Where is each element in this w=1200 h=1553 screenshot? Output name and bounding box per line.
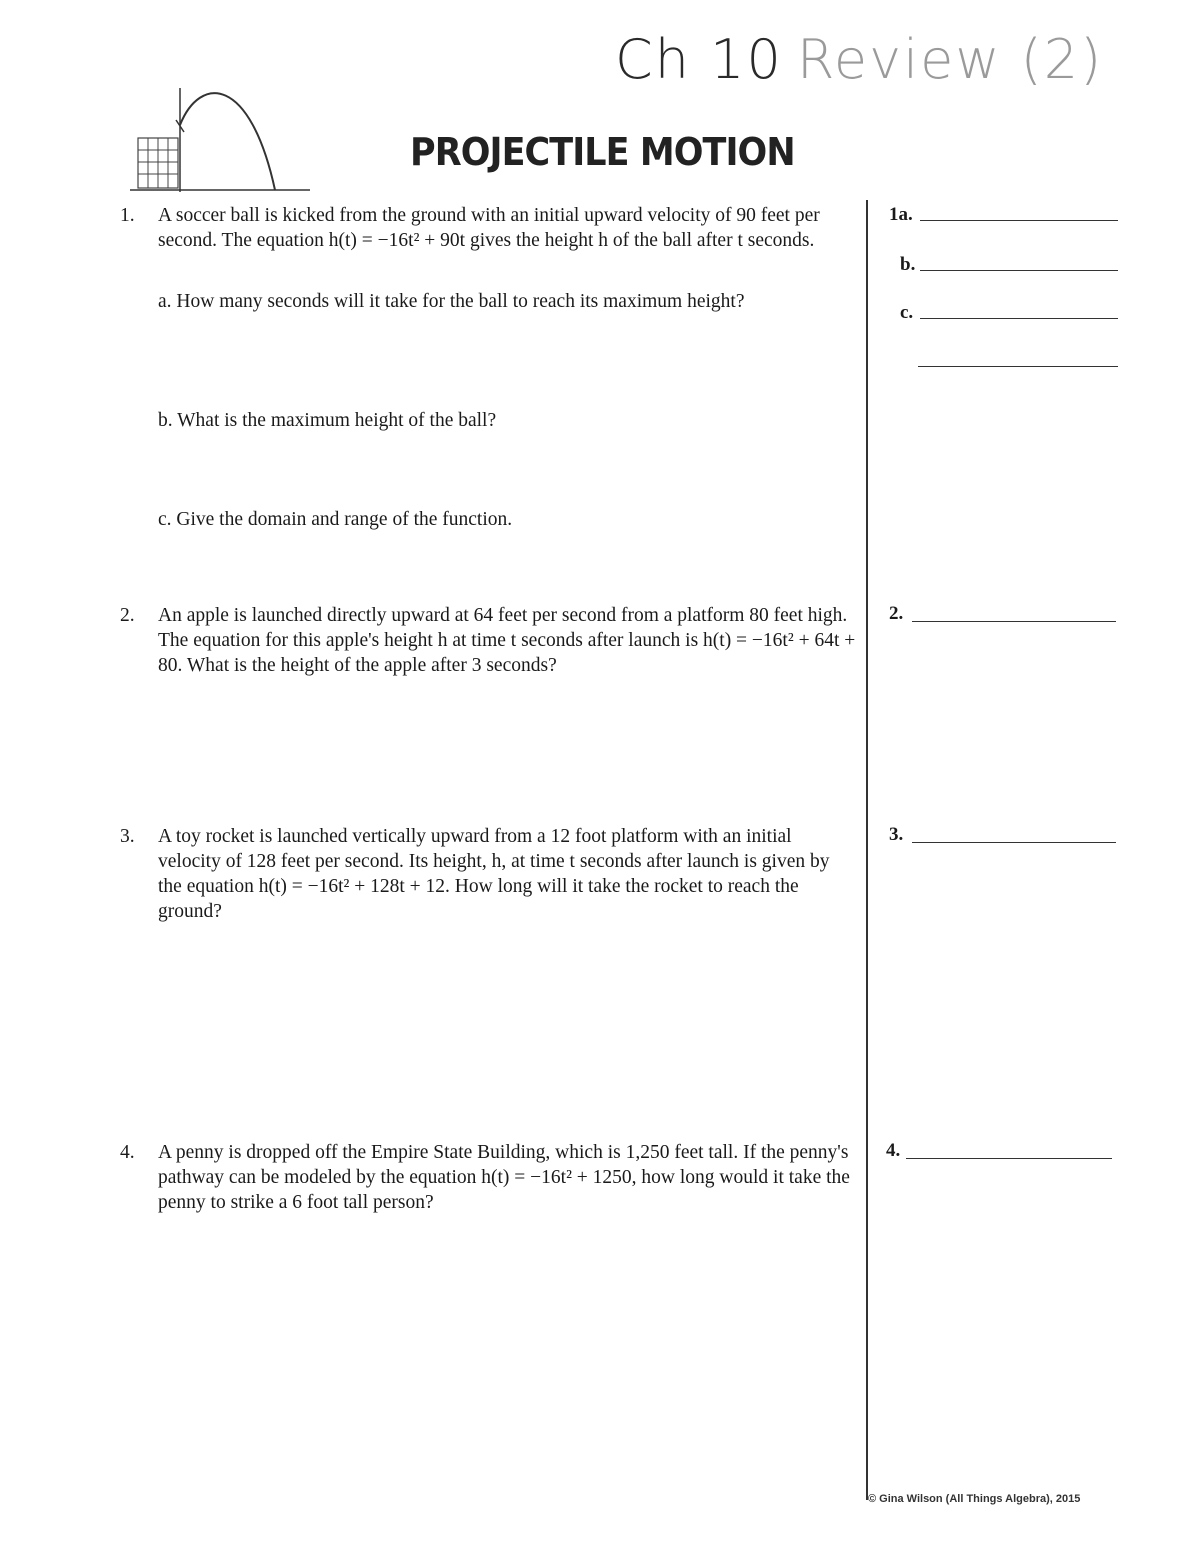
question-text: An apple is launched directly upward at 64 feet per second from a platform 80 feet high. The equation for this apple's height h at time t seconds after launch is h(t) = −16t² + 64t + 80. What is the height of the apple after 3 seconds? bbox=[158, 605, 856, 676]
answer-1c bbox=[900, 302, 913, 324]
answer-3 bbox=[889, 824, 903, 846]
question-number: 4. bbox=[120, 1142, 135, 1163]
page-title: PROJECTILE MOTION bbox=[410, 130, 795, 174]
part-label: b. bbox=[158, 410, 173, 431]
part-text: What is the maximum height of the ball? bbox=[177, 410, 497, 431]
question-1a bbox=[158, 289, 858, 314]
handwritten-chapter: Ch 10 bbox=[615, 28, 783, 91]
answer-1a bbox=[889, 204, 913, 226]
handwritten-review: Review (2) bbox=[796, 28, 1104, 91]
answer-1b bbox=[900, 254, 915, 276]
projectile-illustration bbox=[120, 80, 320, 200]
answer-4 bbox=[886, 1140, 900, 1162]
part-label: c. bbox=[158, 509, 172, 530]
answer-label: b. bbox=[900, 254, 916, 275]
answer-label: c. bbox=[900, 302, 914, 323]
copyright-footer: © Gina Wilson (All Things Algebra), 2015 bbox=[868, 1493, 1081, 1505]
question-number: 3. bbox=[120, 826, 135, 847]
answer-label: 2. bbox=[889, 603, 904, 624]
answer-label: 4. bbox=[886, 1140, 901, 1161]
part-label: a. bbox=[158, 291, 172, 312]
question-1c bbox=[158, 507, 858, 532]
answer-label: 3. bbox=[889, 824, 904, 845]
part-text: Give the domain and range of the function. bbox=[176, 509, 513, 530]
answer-column-divider bbox=[866, 200, 868, 1500]
question-text: A soccer ball is kicked from the ground with an initial upward velocity of 90 feet per second. The equation h(t) = −16t² + 90t gives the height h of the ball after t seconds. bbox=[158, 205, 820, 251]
answer-2 bbox=[889, 603, 903, 625]
answer-label: 1a. bbox=[889, 204, 913, 225]
part-text: How many seconds will it take for the ball to reach its maximum height? bbox=[176, 291, 745, 312]
question-text: A penny is dropped off the Empire State Building, which is 1,250 feet tall. If the penny's pathway can be modeled by the equation h(t) = −16t² + 1250, how long would it take the penny to strike a 6 foot tall person? bbox=[158, 1142, 850, 1213]
question-number: 1. bbox=[120, 205, 135, 226]
question-text: A toy rocket is launched vertically upward from a 12 foot platform with an initial velocity of 128 feet per second. Its height, h, at time t seconds after launch is given by the equation h(t) = −16t² + 128t + 12. How long will it take the rocket to reach the ground? bbox=[158, 826, 830, 922]
handwritten-note bbox=[615, 28, 1103, 91]
question-number: 2. bbox=[120, 605, 135, 626]
question-1b bbox=[158, 408, 858, 433]
